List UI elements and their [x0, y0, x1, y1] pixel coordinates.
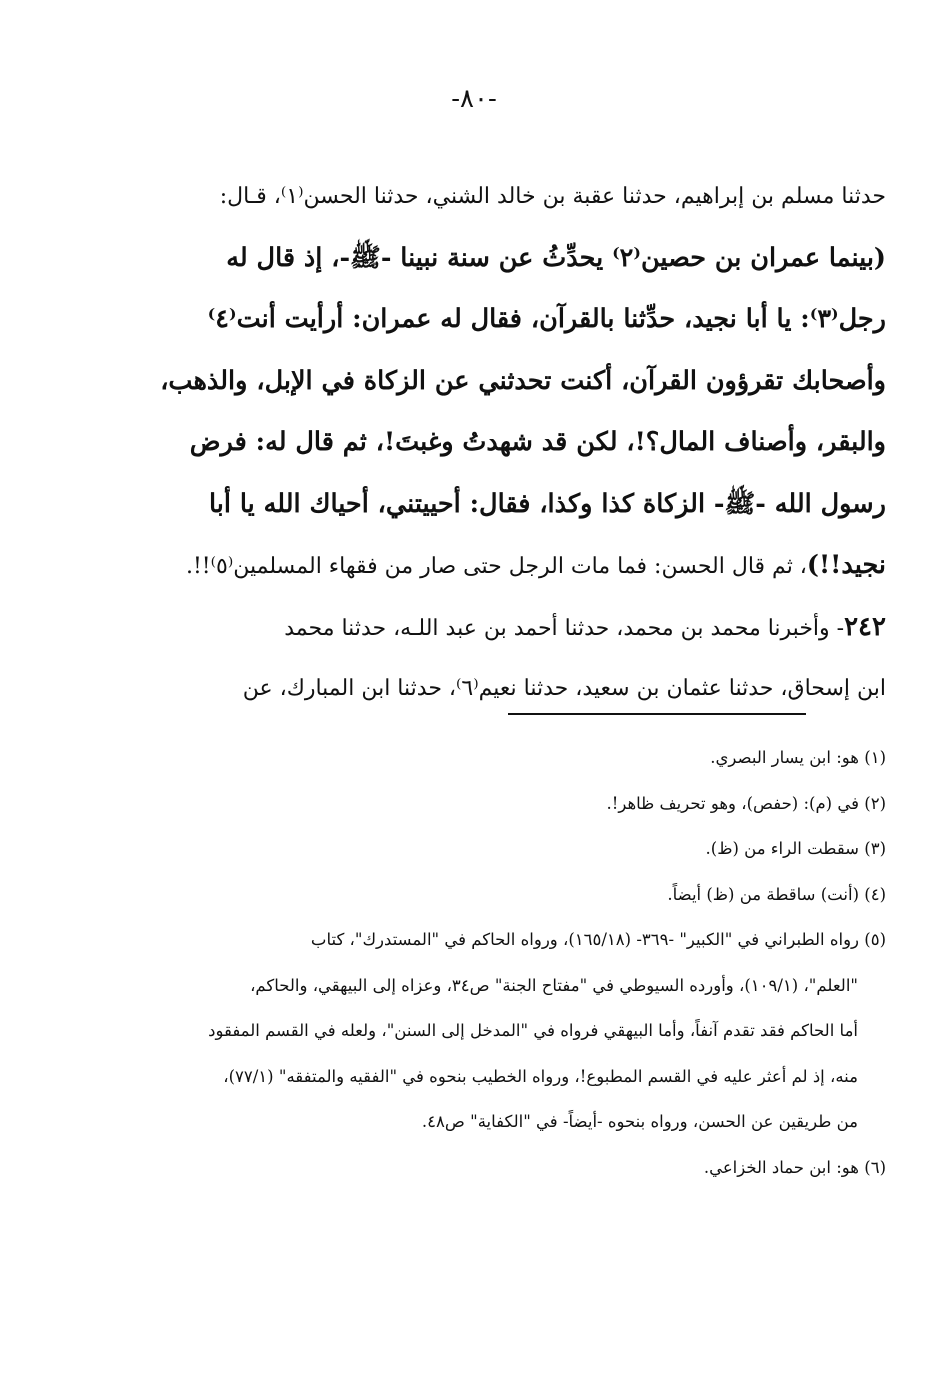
page-number: -٨٠-: [451, 84, 497, 114]
text-fragment: - وأخبرنا محمد بن محمد، حدثنا أحمد بن عبد اللـه، حدثنا محمد: [284, 615, 845, 641]
footnote: (١) هو: ابن يسار البصري.: [710, 748, 886, 767]
bold-fragment: نجيد!!): [806, 550, 886, 580]
footnote-continuation: "العلم"، (١٠٩/١)، وأورده السيوطي في "مفتاح الجنة" ص٣٤، وعزاه إلى البيهقي، والحاكم،: [250, 975, 858, 995]
text-line: [62, 597, 886, 659]
footnote: (٥) رواه الطبراني في "الكبير" -٣٦٩- (١٦٥/١٨)، ورواه الحاكم في "المستدرك"، كتاب: [310, 930, 886, 949]
footnote-separator: [508, 713, 806, 715]
footnote: (٦) هو: ابن حماد الخزاعي.: [703, 1157, 886, 1177]
footnote-continuation: أما الحاكم فقد تقدم آنفاً، وأما البيهقي فرواه في "المدخل إلى السنن"، ولعله في القسم المفقود: [208, 1021, 858, 1040]
text-line: [62, 535, 886, 597]
text-fragment: ، ثم قال الحسن: فما مات الرجل حتى صار من فقهاء المسلمين⁽٥⁾!!.: [185, 554, 807, 579]
text-line: ابن إسحاق، حدثنا عثمان بن سعيد، حدثنا نعيم⁽٦⁾، حدثنا ابن المبارك، عن: [242, 676, 886, 701]
text-line: (بينما عمران بن حصين⁽٢⁾ يحدِّثُ عن سنة نبينا -ﷺ-، إذ قال له: [226, 242, 886, 273]
text-line: وأصحابك تقرؤون القرآن، أكنت تحدثني عن الزكاة في الإبل، والذهب،: [160, 365, 886, 396]
text-line: حدثنا مسلم بن إبراهيم، حدثنا عقبة بن خالد الشني، حدثنا الحسن⁽١⁾، قـال:: [219, 184, 886, 209]
footnote-continuation: من طريقين عن الحسن، ورواه بنحوه -أيضاً- في "الكفاية" ص٤٨.: [421, 1112, 858, 1131]
text-line: رجل⁽٣⁾: يا أبا نجيد، حدِّثنا بالقرآن، فقال له عمران: أرأيت أنت⁽٤⁾: [207, 304, 886, 334]
hadith-number: ٢٤٢: [844, 611, 886, 642]
main-text: [62, 166, 886, 720]
footnote: (٢) في (م): (حفص)، وهو تحريف ظاهر!.: [606, 793, 886, 813]
text-line: رسول الله -ﷺ- الزكاة كذا وكذا، فقال: أحييتني، أحياك الله يا أبا: [209, 488, 886, 519]
footnotes: [62, 735, 886, 1190]
footnote-continuation: منه، إذ لم أعثر عليه في القسم المطبوع!، ورواه الخطيب بنحوه في "الفقيه والمتفقه" (٧٧/١)،: [223, 1066, 858, 1086]
footnote: (٤) (أنت) ساقطة من (ظ) أيضاً.: [667, 884, 886, 904]
text-line: والبقر، وأصناف المال؟!، لكن قد شهدتُ وغبتَ!، ثم قال له: فرض: [189, 427, 886, 457]
footnote: (٣) سقطت الراء من (ظ).: [705, 839, 886, 858]
